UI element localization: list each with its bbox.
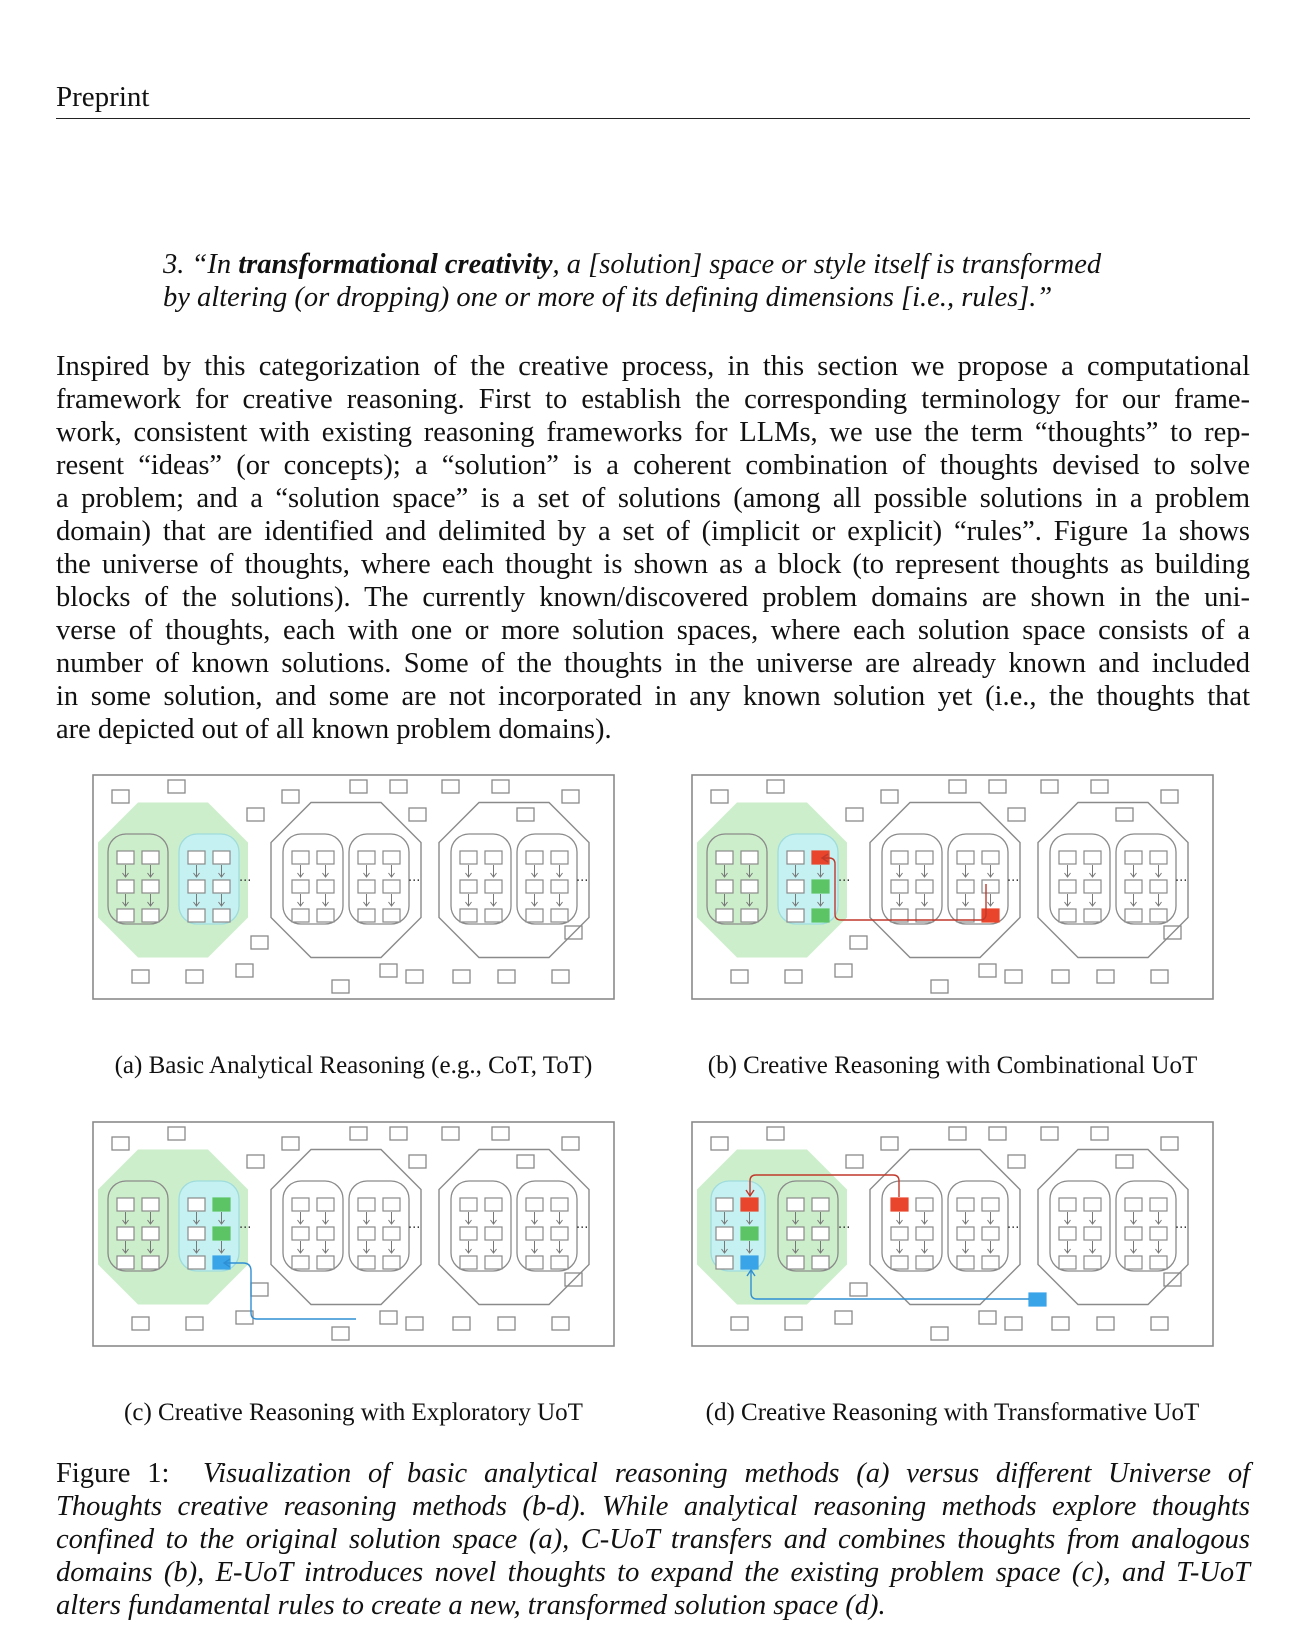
thought-block [1116, 1155, 1133, 1168]
thought-block [292, 909, 309, 922]
thought-block [188, 1227, 205, 1240]
thought-block [186, 1317, 203, 1330]
thought-block [132, 970, 149, 983]
thought-block [460, 880, 477, 893]
thought-block [168, 1127, 185, 1140]
body-line: are depicted out of all known problem domains). [56, 714, 612, 745]
thought-block [716, 880, 733, 893]
thought-block [188, 909, 205, 922]
thought-block [1161, 1137, 1178, 1150]
ellipsis: ··· [239, 874, 252, 889]
thought-block [979, 1311, 996, 1324]
thought-block [247, 808, 264, 821]
thought-block [846, 808, 863, 821]
thought-block [1150, 851, 1167, 864]
thought-block [526, 909, 543, 922]
thought-block [213, 880, 230, 893]
thought-block [112, 790, 129, 803]
thought-block [1059, 1198, 1076, 1211]
thought-block [213, 1198, 230, 1211]
thought-block [741, 880, 758, 893]
thought-block [881, 790, 898, 803]
thought-block [492, 1127, 509, 1140]
caption-line [56, 1490, 1250, 1523]
body-line: Inspired by this categorization of the creative process, in this section we propose a computational [56, 351, 1250, 382]
thought-block [716, 851, 733, 864]
thought-block [442, 1127, 459, 1140]
caption-text: alters fundamental rules to create a new, transformed solution space (d). [56, 1590, 886, 1621]
thought-block [891, 1227, 908, 1240]
body-line: verse of thoughts, each with one or more solution spaces, where each solution space consists of a [56, 615, 1250, 646]
thought-block [551, 1198, 568, 1211]
thought-block [982, 1227, 999, 1240]
thought-block [142, 1256, 159, 1269]
thought-block [741, 1198, 758, 1211]
thought-block [409, 1155, 426, 1168]
thought-block [453, 1317, 470, 1330]
thought-block [1008, 1155, 1025, 1168]
thought-block [1125, 1256, 1142, 1269]
thought-block [236, 964, 253, 977]
thought-block [406, 1317, 423, 1330]
running-header [56, 76, 1250, 119]
thought-block [1041, 780, 1058, 793]
thought-block [931, 1327, 948, 1340]
thought-block [117, 880, 134, 893]
thought-block [485, 909, 502, 922]
thought-block [949, 780, 966, 793]
thought-block [292, 851, 309, 864]
thought-block [711, 790, 728, 803]
body-line: in some solution, and some are not incorporated in any known solution yet (i.e., the thoughts that [56, 681, 1250, 712]
thought-block [731, 970, 748, 983]
thought-block [916, 1198, 933, 1211]
thought-block [485, 1198, 502, 1211]
thought-block [1059, 1227, 1076, 1240]
thought-block [982, 1198, 999, 1211]
thought-block [1059, 880, 1076, 893]
thought-block [332, 1327, 349, 1340]
thought-block [188, 880, 205, 893]
thought-block [1097, 1317, 1114, 1330]
thought-block [850, 936, 867, 949]
thought-block [526, 1198, 543, 1211]
figure-caption [56, 1457, 1250, 1622]
thought-block [292, 1256, 309, 1269]
thought-block [492, 780, 509, 793]
thought-block [358, 1256, 375, 1269]
thought-block [132, 1317, 149, 1330]
thought-block [891, 880, 908, 893]
thought-block [292, 1198, 309, 1211]
thought-block [517, 808, 534, 821]
thought-block [358, 1198, 375, 1211]
thought-block [916, 1227, 933, 1240]
thought-block [251, 936, 268, 949]
thought-block [787, 1198, 804, 1211]
figure-layer [692, 1122, 1213, 1346]
thought-block [1150, 880, 1167, 893]
caption-label: Figure 1: [56, 1458, 170, 1489]
thought-block [383, 851, 400, 864]
thought-block [383, 1198, 400, 1211]
quote-block [163, 248, 1163, 314]
figure-layer [93, 775, 614, 999]
thought-block [787, 909, 804, 922]
thought-block [891, 1256, 908, 1269]
thought-block [142, 909, 159, 922]
thought-block [188, 1198, 205, 1211]
thought-block [292, 880, 309, 893]
thought-block [891, 851, 908, 864]
thought-block [188, 851, 205, 864]
thought-block [785, 1317, 802, 1330]
thought-block [517, 1155, 534, 1168]
subcaption-b: (b) Creative Reasoning with Combinational UoT [707, 1052, 1198, 1079]
thought-block [142, 1227, 159, 1240]
thought-block [741, 1256, 758, 1269]
body-line: work, consistent with existing reasoning frameworks for LLMs, we use the term “thoughts” to rep- [56, 417, 1250, 448]
thought-block [460, 851, 477, 864]
ellipsis: ··· [239, 1221, 252, 1236]
thought-block [551, 851, 568, 864]
thought-block [957, 1256, 974, 1269]
thought-block [881, 1137, 898, 1150]
thought-block [350, 1127, 367, 1140]
thought-block [1005, 970, 1022, 983]
ellipsis: ··· [576, 874, 589, 889]
thought-block [785, 970, 802, 983]
thought-block [1151, 970, 1168, 983]
thought-block [916, 1256, 933, 1269]
thought-block [526, 1227, 543, 1240]
thought-block [247, 1155, 264, 1168]
ellipsis: ··· [838, 874, 851, 889]
thought-block [1116, 808, 1133, 821]
thought-block [460, 1256, 477, 1269]
thought-block [358, 851, 375, 864]
thought-block [1084, 909, 1101, 922]
thought-block [1059, 851, 1076, 864]
thought-block [1091, 780, 1108, 793]
quote-bold-term: transformational creativity [238, 249, 553, 280]
thought-block [1084, 1256, 1101, 1269]
ellipsis: ··· [408, 1221, 421, 1236]
thought-block [117, 851, 134, 864]
thought-block [767, 780, 784, 793]
thought-block [332, 980, 349, 993]
thought-block [741, 851, 758, 864]
thought-block [982, 880, 999, 893]
thought-block [383, 909, 400, 922]
ellipsis: ··· [576, 1221, 589, 1236]
thought-block [485, 1227, 502, 1240]
thought-block [526, 1256, 543, 1269]
thought-block [957, 1227, 974, 1240]
body-paragraph [56, 350, 1250, 746]
thought-block [1059, 1256, 1076, 1269]
body-line: domain) that are identified and delimited by a set of (implicit or explicit) “rules”. Figure 1a shows [56, 516, 1250, 547]
thought-block [453, 970, 470, 983]
thought-block [460, 1227, 477, 1240]
caption-text: Thoughts creative reasoning methods (b-d). While analytical reasoning methods explore thoughts [56, 1491, 1250, 1522]
quote-suffix: , a [solution] space or style itself is transformed [552, 249, 1102, 280]
thought-block [251, 1283, 268, 1296]
thought-block [982, 851, 999, 864]
thought-block [1084, 1227, 1101, 1240]
caption-text: confined to the original solution space (a), C-UoT transfers and combines thoughts from analogous [56, 1524, 1250, 1555]
figure-svg [92, 1121, 615, 1347]
thought-block [112, 1137, 129, 1150]
thought-block [562, 1137, 579, 1150]
body-line: the universe of thoughts, where each thought is shown as a block (to represent thoughts as building [56, 549, 1250, 580]
subcaption-a: (a) Basic Analytical Reasoning (e.g., CoT, ToT) [114, 1052, 593, 1079]
thought-block [552, 1317, 569, 1330]
thought-block [1150, 1256, 1167, 1269]
thought-block [498, 1317, 515, 1330]
thought-block [142, 851, 159, 864]
ellipsis: ··· [1007, 874, 1020, 889]
thought-block [562, 790, 579, 803]
thought-block [741, 909, 758, 922]
thought-block [213, 1227, 230, 1240]
ellipsis: ··· [408, 874, 421, 889]
thought-block [358, 909, 375, 922]
thought-block [358, 1227, 375, 1240]
thought-block [317, 1256, 334, 1269]
thought-block [186, 970, 203, 983]
thought-block [731, 1317, 748, 1330]
thought-block [1150, 909, 1167, 922]
caption-line [56, 1556, 1250, 1589]
thought-block [931, 980, 948, 993]
thought-block [767, 1127, 784, 1140]
thought-block [1041, 1127, 1058, 1140]
ellipsis: ··· [1175, 1221, 1188, 1236]
thought-block [835, 1311, 852, 1324]
thought-block [891, 1198, 908, 1211]
figure-svg [92, 774, 615, 1000]
thought-block [812, 1227, 829, 1240]
thought-block [1125, 851, 1142, 864]
thought-block [317, 880, 334, 893]
thought-block [1008, 808, 1025, 821]
thought-block [979, 964, 996, 977]
subcaption-d: (d) Creative Reasoning with Transformative UoT [705, 1399, 1200, 1426]
thought-block [1150, 1227, 1167, 1240]
thought-block [1125, 1198, 1142, 1211]
thought-block [787, 1227, 804, 1240]
quote-prefix: 3. “In [163, 249, 239, 280]
thought-block [485, 851, 502, 864]
thought-block [188, 1256, 205, 1269]
thought-block [741, 1227, 758, 1240]
thought-block [1097, 970, 1114, 983]
thought-block [406, 970, 423, 983]
thought-block [1150, 1198, 1167, 1211]
thought-block [835, 964, 852, 977]
thought-block [716, 909, 733, 922]
caption-text: Visualization of basic analytical reasoning methods (a) versus different Universe of [202, 1458, 1250, 1489]
thought-block [526, 851, 543, 864]
figure-panel-c [92, 1121, 615, 1347]
figure-layer [692, 775, 1213, 999]
thought-block [1029, 1293, 1046, 1306]
figure-layer [93, 1122, 614, 1346]
thought-block [117, 909, 134, 922]
thought-block [812, 880, 829, 893]
thought-block [213, 851, 230, 864]
thought-block [380, 1311, 397, 1324]
thought-block [485, 1256, 502, 1269]
thought-block [916, 851, 933, 864]
caption-text: domains (b), E-UoT introduces novel thoughts to expand the existing problem space (c), and T-UoT [56, 1557, 1250, 1588]
thought-block [213, 909, 230, 922]
thought-block [409, 808, 426, 821]
thought-block [1125, 1227, 1142, 1240]
figure-panel-d [691, 1121, 1214, 1347]
thought-block [846, 1155, 863, 1168]
thought-block [812, 1256, 829, 1269]
thought-block [485, 880, 502, 893]
thought-block [551, 1256, 568, 1269]
thought-block [1084, 880, 1101, 893]
figure-panel-b [691, 774, 1214, 1000]
thought-block [1005, 1317, 1022, 1330]
thought-block [117, 1256, 134, 1269]
thought-block [292, 1227, 309, 1240]
thought-block [1091, 1127, 1108, 1140]
thought-block [949, 1127, 966, 1140]
thought-block [989, 780, 1006, 793]
thought-block [380, 964, 397, 977]
thought-block [1125, 880, 1142, 893]
thought-block [957, 880, 974, 893]
ellipsis: ··· [1007, 1221, 1020, 1236]
thought-block [526, 880, 543, 893]
thought-block [442, 780, 459, 793]
thought-block [957, 1198, 974, 1211]
body-line: blocks of the solutions). The currently known/discovered problem domains are shown in the uni- [56, 582, 1250, 613]
thought-block [317, 1198, 334, 1211]
thought-block [850, 1283, 867, 1296]
caption-line [56, 1589, 1250, 1622]
thought-block [1161, 790, 1178, 803]
thought-block [989, 1127, 1006, 1140]
thought-block [552, 970, 569, 983]
thought-block [460, 1198, 477, 1211]
thought-block [1084, 851, 1101, 864]
thought-block [716, 1256, 733, 1269]
thought-block [812, 909, 829, 922]
thought-block [460, 909, 477, 922]
quote-line-1 [163, 248, 1163, 281]
thought-block [716, 1227, 733, 1240]
subcaption-c: (c) Creative Reasoning with Exploratory UoT [124, 1399, 583, 1426]
thought-block [916, 880, 933, 893]
thought-block [358, 880, 375, 893]
body-line: resent “ideas” (or concepts); a “solution” is a coherent combination of thoughts devised to solve [56, 450, 1250, 481]
thought-block [383, 1256, 400, 1269]
thought-block [812, 1198, 829, 1211]
thought-block [390, 780, 407, 793]
thought-block [982, 909, 999, 922]
thought-block [390, 1127, 407, 1140]
thought-block [117, 1227, 134, 1240]
thought-block [787, 851, 804, 864]
thought-block [383, 880, 400, 893]
thought-block [711, 1137, 728, 1150]
thought-block [168, 780, 185, 793]
caption-line [56, 1523, 1250, 1556]
thought-block [1052, 970, 1069, 983]
caption-line [56, 1457, 1250, 1490]
thought-block [1151, 1317, 1168, 1330]
thought-block [787, 880, 804, 893]
figure-panel-a [92, 774, 615, 1000]
thought-block [957, 851, 974, 864]
body-line: number of known solutions. Some of the thoughts in the universe are already known and included [56, 648, 1250, 679]
thought-block [551, 909, 568, 922]
thought-block [282, 1137, 299, 1150]
quote-line-2: by altering (or dropping) one or more of its defining dimensions [i.e., rules].” [163, 282, 1053, 313]
thought-block [498, 970, 515, 983]
thought-block [142, 1198, 159, 1211]
thought-block [1084, 1198, 1101, 1211]
thought-block [383, 1227, 400, 1240]
figure-svg [691, 1121, 1214, 1347]
thought-block [1125, 909, 1142, 922]
thought-block [282, 790, 299, 803]
ellipsis: ··· [838, 1221, 851, 1236]
body-line: framework for creative reasoning. First to establish the corresponding terminology for our frame- [56, 384, 1250, 415]
thought-block [1052, 1317, 1069, 1330]
figure-svg [691, 774, 1214, 1000]
thought-block [317, 909, 334, 922]
thought-block [142, 880, 159, 893]
header-label: Preprint [56, 81, 150, 113]
thought-block [716, 1198, 733, 1211]
thought-block [350, 780, 367, 793]
thought-block [317, 1227, 334, 1240]
thought-block [551, 1227, 568, 1240]
ellipsis: ··· [1175, 874, 1188, 889]
thought-block [317, 851, 334, 864]
thought-block [117, 1198, 134, 1211]
thought-block [551, 880, 568, 893]
thought-block [982, 1256, 999, 1269]
thought-block [787, 1256, 804, 1269]
body-line: a problem; and a “solution space” is a set of solutions (among all possible solutions in a problem [56, 483, 1250, 514]
thought-block [1059, 909, 1076, 922]
